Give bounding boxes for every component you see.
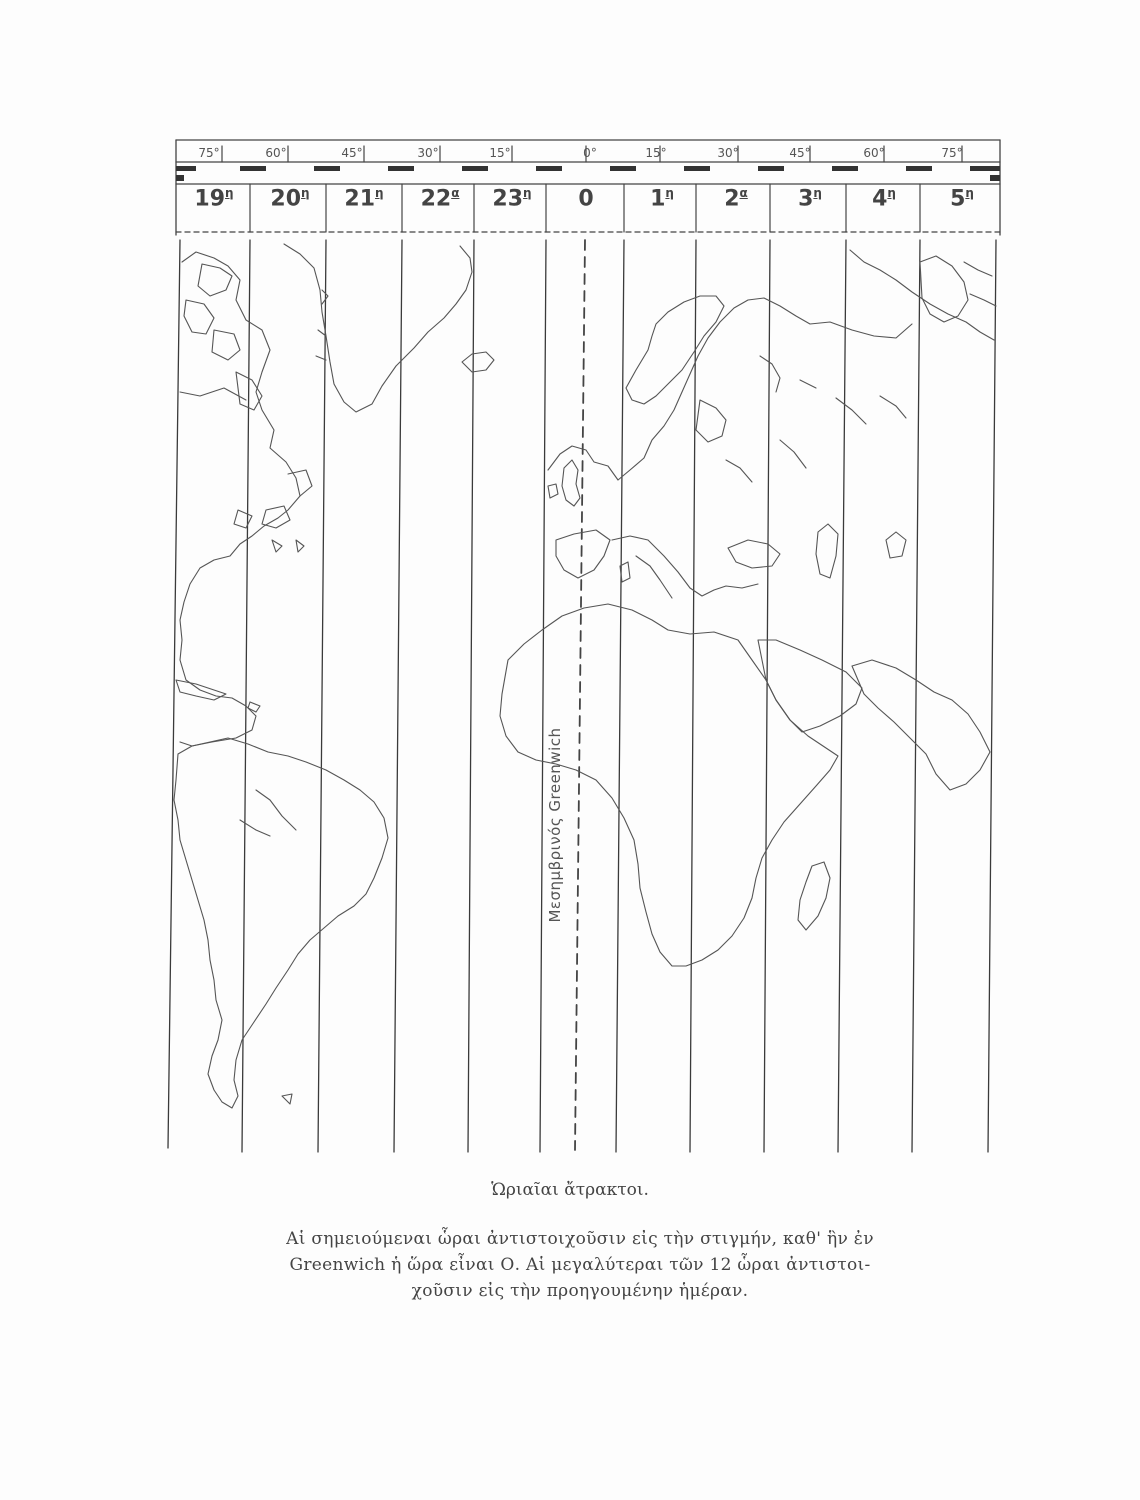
hour-label: $23^\eta$ xyxy=(492,186,532,212)
hour-label: $4^\eta$ xyxy=(872,186,896,212)
degree-label: 60° xyxy=(863,146,885,160)
hour-label: $1^\eta$ xyxy=(650,186,674,212)
degree-label: 30° xyxy=(417,146,439,160)
hour-label: $2^\alpha$ xyxy=(724,186,748,212)
degree-label: 0° xyxy=(583,146,597,160)
caption-body xyxy=(240,1226,920,1304)
degree-scale-bar xyxy=(176,166,1000,181)
greenwich-meridian-line xyxy=(575,240,585,1150)
degree-label: 75° xyxy=(198,146,220,160)
south-america-outline xyxy=(174,738,388,1108)
hour-label: 0 xyxy=(578,186,594,212)
hour-label: $3^\eta$ xyxy=(798,186,822,212)
north-america-outline xyxy=(180,252,300,746)
caption-line: χοῦσιν εἰς τὴν προηγουμένην ἡμέραν. xyxy=(411,1281,749,1301)
hour-label: $21^\eta$ xyxy=(344,186,384,212)
hour-label: $19^\eta$ xyxy=(194,186,234,212)
degree-label: 45° xyxy=(789,146,811,160)
degree-label: 60° xyxy=(265,146,287,160)
zone-boundary-lines xyxy=(168,240,996,1152)
caption-title: Ὡριαῖαι ἄτρακτοι. xyxy=(491,1180,649,1200)
degree-label: 15° xyxy=(645,146,667,160)
greenwich-meridian-label: Μεσημβρινός Greenwich xyxy=(546,727,564,923)
hour-label: $20^\eta$ xyxy=(270,186,310,212)
degree-label: 15° xyxy=(489,146,511,160)
hour-label: $22^\alpha$ xyxy=(420,186,460,212)
greenland-outline xyxy=(284,244,472,412)
europe-outline xyxy=(548,298,912,480)
caption-line: Αἱ σημειούμεναι ὧραι ἀντιστοιχοῦσιν εἰς τὴν στιγμήν, καθ' ἣν ἐν xyxy=(286,1229,874,1249)
hour-label: $5^\eta$ xyxy=(950,186,974,212)
degree-label: 45° xyxy=(341,146,363,160)
caption-line: Greenwich ἡ ὥρα εἶναι Ο. Αἱ μεγαλύτεραι τῶν 12 ὧραι ἀντιστοι- xyxy=(289,1255,871,1275)
degree-label: 75° xyxy=(941,146,963,160)
degree-label: 30° xyxy=(717,146,739,160)
continent-outlines xyxy=(174,244,996,1108)
